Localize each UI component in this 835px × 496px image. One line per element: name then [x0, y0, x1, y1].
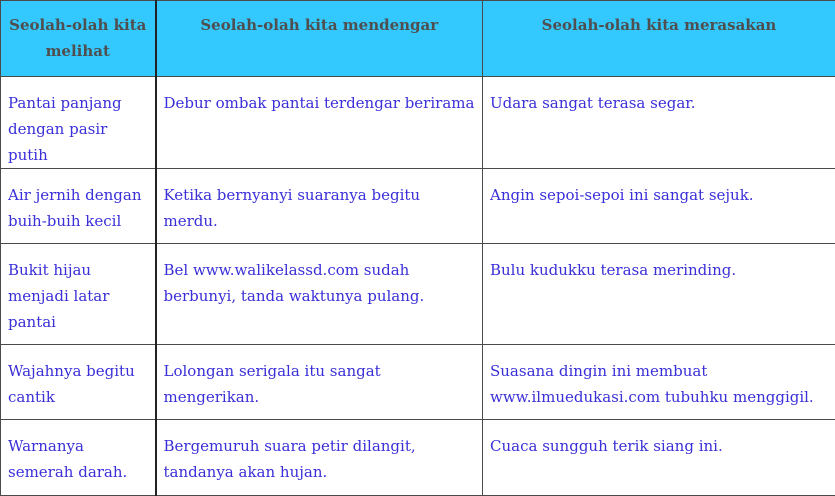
header-mendengar: Seolah-olah kita mendengar — [156, 1, 483, 77]
cell-mendengar: Bergemuruh suara petir dilangit, tandanya akan hujan. — [156, 420, 483, 496]
table-row — [1, 420, 835, 496]
table-row — [1, 345, 835, 420]
cell-melihat: Bukit hijau menjadi latar pantai — [1, 244, 156, 345]
cell-mendengar: Debur ombak pantai terdengar berirama — [156, 77, 483, 169]
table-header — [1, 1, 835, 77]
cell-merasakan: Udara sangat terasa segar. — [483, 77, 835, 169]
table-row — [1, 77, 835, 169]
header-melihat: Seolah-olah kita melihat — [1, 1, 156, 77]
cell-merasakan: Bulu kudukku terasa merinding. — [483, 244, 835, 345]
cell-melihat: Pantai panjang dengan pasir putih — [1, 77, 156, 169]
header-row — [1, 1, 835, 77]
cell-merasakan: Angin sepoi-sepoi ini sangat sejuk. — [483, 169, 835, 244]
cell-mendengar: Bel www.walikelassd.com sudah berbunyi, tanda waktunya pulang. — [156, 244, 483, 345]
cell-melihat: Air jernih dengan buih-buih kecil — [1, 169, 156, 244]
table-row — [1, 244, 835, 345]
table-body — [1, 77, 835, 496]
cell-mendengar: Lolongan serigala itu sangat mengerikan. — [156, 345, 483, 420]
cell-melihat: Wajahnya begitu cantik — [1, 345, 156, 420]
cell-mendengar: Ketika bernyanyi suaranya begitu merdu. — [156, 169, 483, 244]
cell-merasakan: Suasana dingin ini membuat www.ilmuedukasi.com tubuhku menggigil. — [483, 345, 835, 420]
cell-merasakan: Cuaca sungguh terik siang ini. — [483, 420, 835, 496]
cell-melihat: Warnanya semerah darah. — [1, 420, 156, 496]
header-merasakan: Seolah-olah kita merasakan — [483, 1, 835, 77]
table-row — [1, 169, 835, 244]
